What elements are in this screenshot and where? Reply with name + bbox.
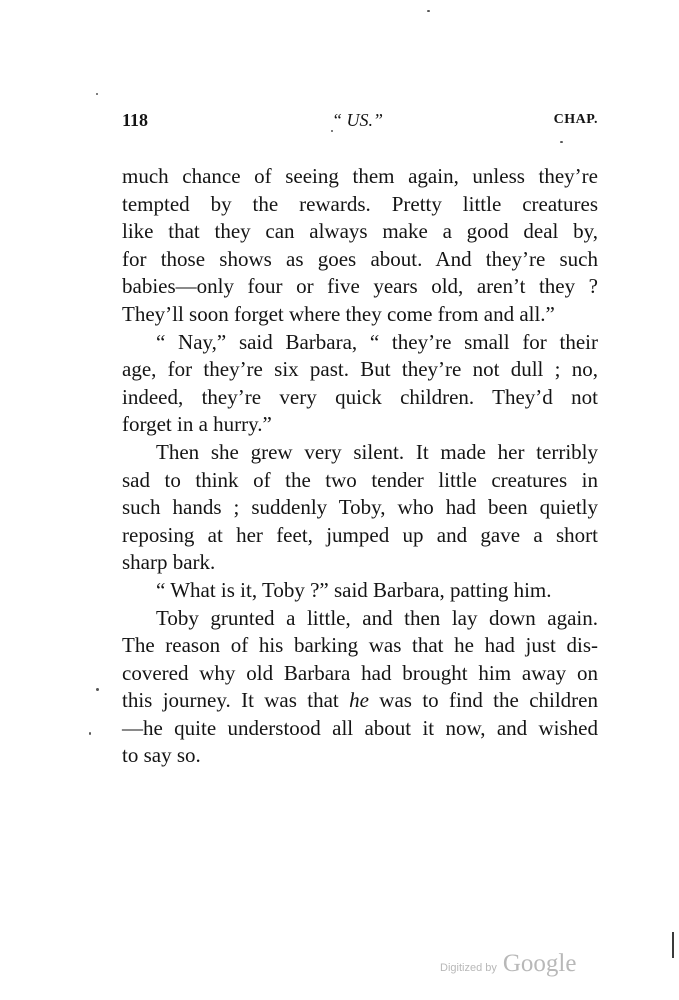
text-line: covered why old Barbara had brought him away on	[122, 660, 598, 685]
text-line: reposing at her feet, jumped up and gave a short	[122, 522, 598, 547]
text-line: Toby grunted a little, and then lay down again.	[156, 605, 598, 630]
text-segment: this journey. It was that	[122, 688, 350, 713]
scan-speck	[427, 10, 430, 12]
text-line: babies—only four or five years old, aren’t they ?	[122, 274, 598, 299]
scan-speck	[560, 141, 563, 143]
scan-speck	[331, 130, 333, 132]
text-line: for those shows as goes about. And they’re such	[122, 246, 598, 271]
page-header	[122, 110, 598, 134]
text-line: such hands ; suddenly Toby, who had been quietly	[122, 495, 598, 520]
text-line: They’ll soon forget where they come from and all.”	[122, 301, 555, 326]
scan-speck	[96, 688, 99, 691]
text-line: indeed, they’re very quick children. They’d not	[122, 384, 598, 409]
running-head: “ US.”	[332, 110, 384, 130]
body-text	[122, 163, 598, 770]
text-line: tempted by the rewards. Pretty little creatures	[122, 191, 598, 216]
chapter-label: CHAP.	[553, 112, 598, 127]
text-segment: was to find the children	[368, 688, 598, 713]
text-line: sharp bark.	[122, 550, 216, 575]
scan-speck	[89, 732, 91, 735]
digitized-watermark	[440, 950, 576, 978]
italic-word: he	[349, 688, 369, 713]
text-line: “ Nay,” said Barbara, “ they’re small for their	[156, 329, 598, 354]
text-line: to say so.	[122, 743, 201, 768]
text-line	[122, 687, 598, 715]
page-number: 118	[122, 110, 149, 130]
watermark-brand: Google	[502, 950, 577, 977]
page-edge-mark	[672, 932, 674, 958]
text-line: —he quite understood all about it now, and wished	[122, 715, 598, 740]
text-line: forget in a hurry.”	[122, 412, 272, 437]
text-line: Then she grew very silent. It made her terribly	[156, 439, 598, 464]
text-line: The reason of his barking was that he had just dis-	[122, 633, 598, 658]
scan-speck	[96, 93, 98, 95]
text-line: “ What is it, Toby ?” said Barbara, patting him.	[156, 577, 552, 602]
text-line: like that they can always make a good deal by,	[122, 219, 598, 244]
text-line: sad to think of the two tender little creatures in	[122, 467, 598, 492]
text-line: much chance of seeing them again, unless they’re	[122, 164, 598, 188]
watermark-prefix: Digitized by	[440, 962, 497, 974]
text-line: age, for they’re six past. But they’re not dull ; no,	[122, 357, 598, 382]
